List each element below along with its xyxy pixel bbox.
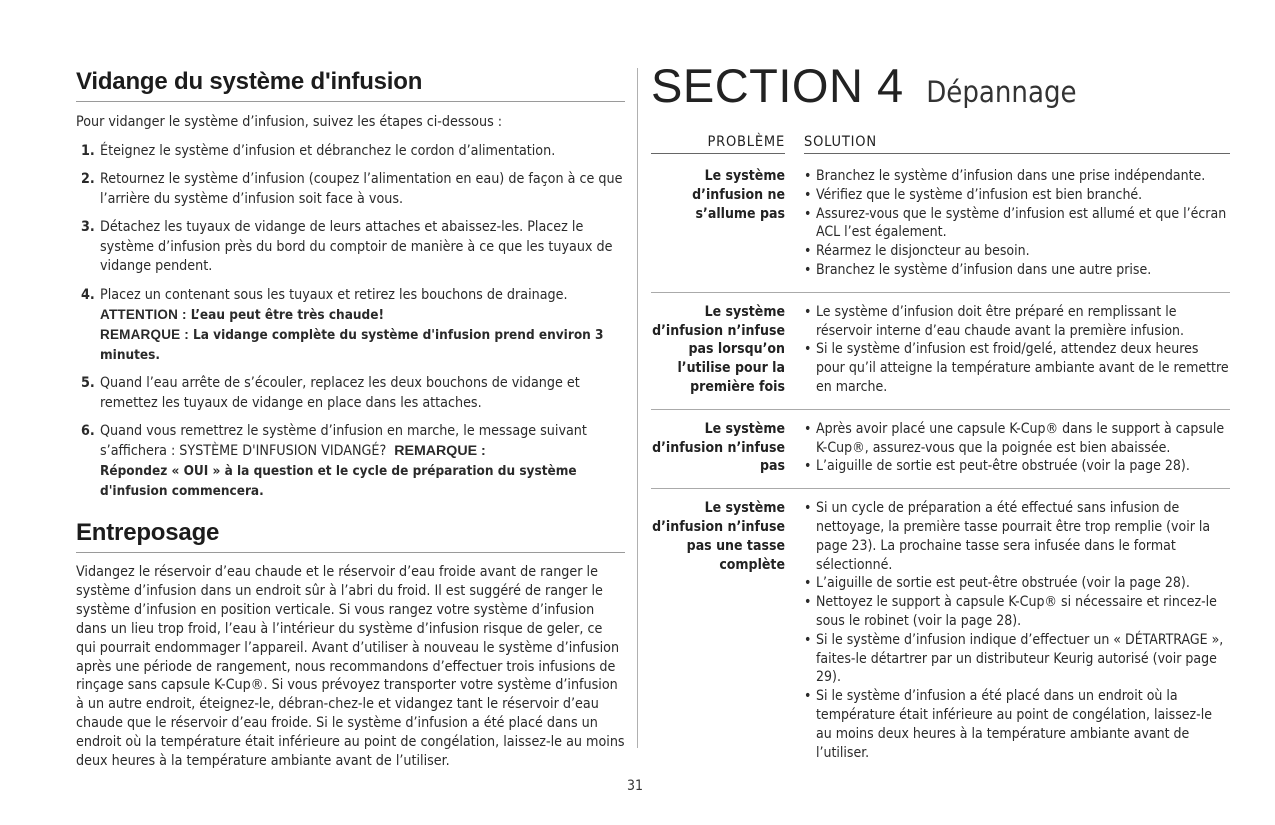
remark-note (100, 325, 625, 365)
right-column (651, 58, 1230, 774)
drain-intro: Pour vidanger le système d’infusion, suivez les étapes ci-dessous : (76, 114, 503, 130)
solution-item: • Si le système d’infusion a été placé dans un endroit où la température était inférieure au point de congélation, laissez-le au moins deux heures à la température ambiante avant de l’utiliser. (804, 687, 1230, 762)
storage-text: Vidangez le réservoir d’eau chaude et le réservoir d’eau froide avant de ranger le système d’infusion dans un endroit sûr à l’abri du froid. Il est suggéré de ranger le système d’infusion en position verticale. Si vous rangez votre système d’infusion dans un lieu trop froid, l’eau à l’intérieur du système d’infusion risque de geler, ce qui pourrait endommager l’appareil. Avant d’utiliser à nouveau le système d’infusion après une période de rangement, nous recommandons d’effectuer trois infusions de rinçage sans capsule K-Cup®. Si vous prévoyez transporter votre système d’infusion à un autre endroit, éteignez-le, débran-chez-le et vidangez tant le réservoir d’eau chaude que le réservoir d’eau froide. Si le système d’infusion a été placé dans un endroit où la température était inférieure au point de congélation, laissez-le au moins deux heures à la température ambiante avant de l’utiliser. (76, 564, 625, 770)
step-text: Quand vous remettrez le système d’infusion en marche, le message suivant s’affichera : SYSTÈME D'INFUSION VIDANGÉ? (100, 423, 587, 459)
solution-item: • Assurez-vous que le système d’infusion est allumé et que l’écran ACL l’est également. (804, 205, 1230, 243)
solution-item: • Branchez le système d’infusion dans une prise indépendante. (804, 167, 1230, 186)
solution-item: • Si le système d’infusion indique d’effectuer un « DÉTARTRAGE », faites-le détartrer par un distributeur Keurig autorisé (voir page 29). (804, 631, 1230, 687)
storage-title: Entreposage (76, 519, 625, 553)
step-item (76, 142, 625, 162)
solution-item: • L’aiguille de sortie est peut-être obstruée (voir la page 28). (804, 457, 1230, 476)
page-number: 31 (627, 778, 644, 794)
problem-cell: Le système d’infusion n’infuse pas (652, 420, 785, 475)
step-number: 5. (81, 375, 95, 391)
solution-item: • Nettoyez le support à capsule K-Cup® si nécessaire et rincez-le sous le robinet (voir la page 28). (804, 593, 1230, 631)
solution-item: • Le système d’infusion doit être préparé en remplissant le réservoir interne d’eau chaude avant la première infusion. (804, 303, 1230, 341)
step-number: 4. (81, 286, 95, 303)
solution-item: • Réarmez le disjoncteur au besoin. (804, 242, 1230, 261)
table-row (651, 293, 1230, 410)
solution-cell (804, 420, 1230, 476)
drain-title: Vidange du système d'infusion (76, 68, 625, 102)
step-number: 2. (81, 171, 95, 187)
remark-text: La vidange complète du système d'infusion prend environ 3 minutes. (100, 327, 604, 363)
drain-steps (76, 142, 625, 502)
step-item (76, 286, 625, 366)
step-text: Détachez les tuyaux de vidange de leurs attaches et abaissez-les. Placez le système d’infusion près du bord du comptoir de manière à ce que les tuyaux de vidange pendent. (100, 219, 613, 274)
section-label: SECTION 4 (651, 59, 904, 112)
problem-cell: Le système d’infusion n’infuse pas une tasse complète (652, 500, 785, 573)
step-item (76, 170, 625, 209)
solution-item: • Si un cycle de préparation a été effectué sans infusion de nettoyage, la première tasse pourrait être trop remplie (voir la page 23). La prochaine tasse sera infusée dans le format sélectionné. (804, 499, 1230, 574)
remark-text: Répondez « OUI » à la question et le cycle de préparation du système d'infusion commencera. (100, 463, 577, 499)
solution-item: • L’aiguille de sortie est peut-être obstruée (voir la page 28). (804, 574, 1230, 593)
table-row (651, 489, 1230, 774)
solution-cell (804, 499, 1230, 762)
left-column (76, 68, 625, 771)
solution-item: • Si le système d’infusion est froid/gelé, attendez deux heures pour qu’il atteigne la température ambiante avant de le remettre en marche. (804, 340, 1230, 396)
step-number: 1. (81, 142, 95, 159)
attention-text: L’eau peut être très chaude! (190, 307, 385, 323)
step-number: 3. (81, 219, 95, 235)
table-row (651, 410, 1230, 489)
solution-item: • Vérifiez que le système d’infusion est bien branché. (804, 186, 1230, 205)
remark-label: REMARQUE : (100, 327, 189, 342)
step-number: 6. (81, 423, 95, 439)
step-item (76, 218, 625, 277)
remark-label: REMARQUE : (394, 442, 486, 459)
step-item (76, 422, 625, 501)
step-item (76, 374, 625, 413)
step-text: Placez un contenant sous les tuyaux et retirez les bouchons de drainage. (100, 286, 568, 303)
col-problem: PROBLÈME (651, 134, 785, 154)
step-text: Éteignez le système d’infusion et débranchez le cordon d’alimentation. (100, 142, 556, 159)
attention-note (100, 305, 625, 325)
attention-label: ATTENTION : (100, 307, 187, 322)
solution-item: • Branchez le système d’infusion dans une autre prise. (804, 261, 1230, 280)
step-text: Quand l’eau arrête de s’écouler, replacez les deux bouchons de vidange et remettez les tuyaux de vidange en place dans les attaches. (100, 375, 580, 411)
solution-cell (804, 303, 1230, 397)
problem-cell: Le système d’infusion n’infuse pas lorsqu’on l’utilise pour la première fois (652, 303, 785, 395)
problem-cell: Le système d’infusion ne s’allume pas (692, 168, 785, 222)
table-row (651, 157, 1230, 293)
section-header (651, 58, 1230, 120)
solution-item: • Après avoir placé une capsule K-Cup® dans le support à capsule K-Cup®, assurez-vous que la poignée est bien abaissée. (804, 420, 1230, 458)
section-title: Dépannage (926, 75, 1077, 109)
column-divider (637, 68, 638, 748)
col-solution: SOLUTION (804, 134, 1230, 154)
solution-cell (804, 167, 1230, 280)
table-header (651, 134, 1230, 157)
step-text: Retournez le système d’infusion (coupez l’alimentation en eau) de façon à ce que l’arrière du système d’infusion soit face à vous. (100, 171, 623, 207)
